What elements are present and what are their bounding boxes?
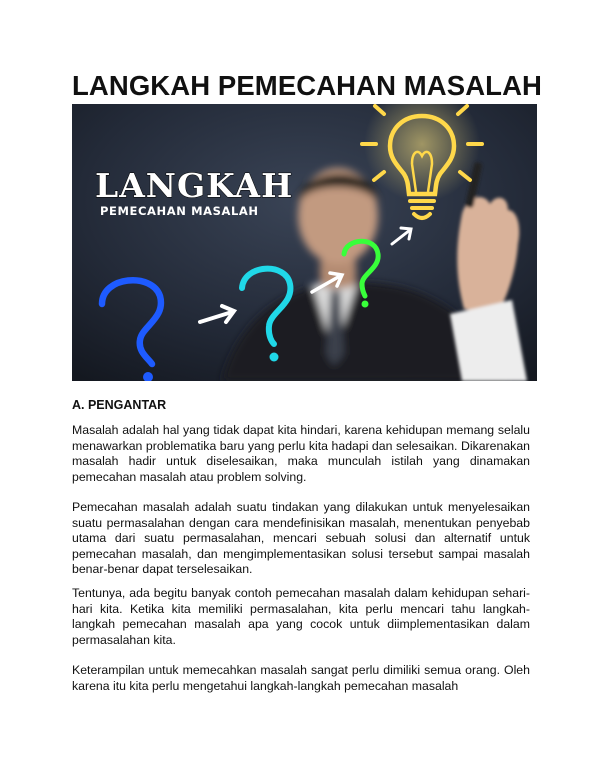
paragraph: Keterampilan untuk memecahkan masalah sangat perlu dimiliki semua orang. Oleh karena itu kita perlu mengetahui langkah-langkah pemecahan masalah [72,663,530,693]
section-heading: A. PENGANTAR [72,398,167,412]
question-mark-dot-green [362,301,369,308]
paragraph: Tentunya, ada begitu banyak contoh pemecahan masalah dalam kehidupan sehari-hari kita. Ketika kita memiliki permasalahan, kita perlu mencari tahu langkah-langkah pemecahan masalah apa yang cocok untuk diimplementasikan dalam permasalahan kita. [72,586,530,647]
question-mark-dot-cyan [270,353,279,362]
paragraph: Masalah adalah hal yang tidak dapat kita hindari, karena kehidupan memang selalu menawarkan problematika baru yang perlu kita hadapi dan selesaikan. Dikarenakan masalah hadir untuk diselesaikan, maka munculah istilah yang dinamakan pemecahan masalah atau problem solving. [72,423,530,484]
page-title: LANGKAH PEMECAHAN MASALAH [72,70,542,101]
hero-image [72,104,537,381]
hero-heading: LANGKAH [95,166,294,205]
hero-subheading: PEMECAHAN MASALAH [100,204,259,218]
paragraph: Pemecahan masalah adalah suatu tindakan yang dilakukan untuk menyelesaikan suatu permasalahan dengan cara mendefinisikan masalah, menentukan penyebab utama dari suatu permasalahan, mencari sebuah solusi dan alternatif untuk pemecahan masalah, dan mengimplementasikan solusi tersebut sampai masalah benar-benar dapat terselesaikan. [72,500,530,577]
